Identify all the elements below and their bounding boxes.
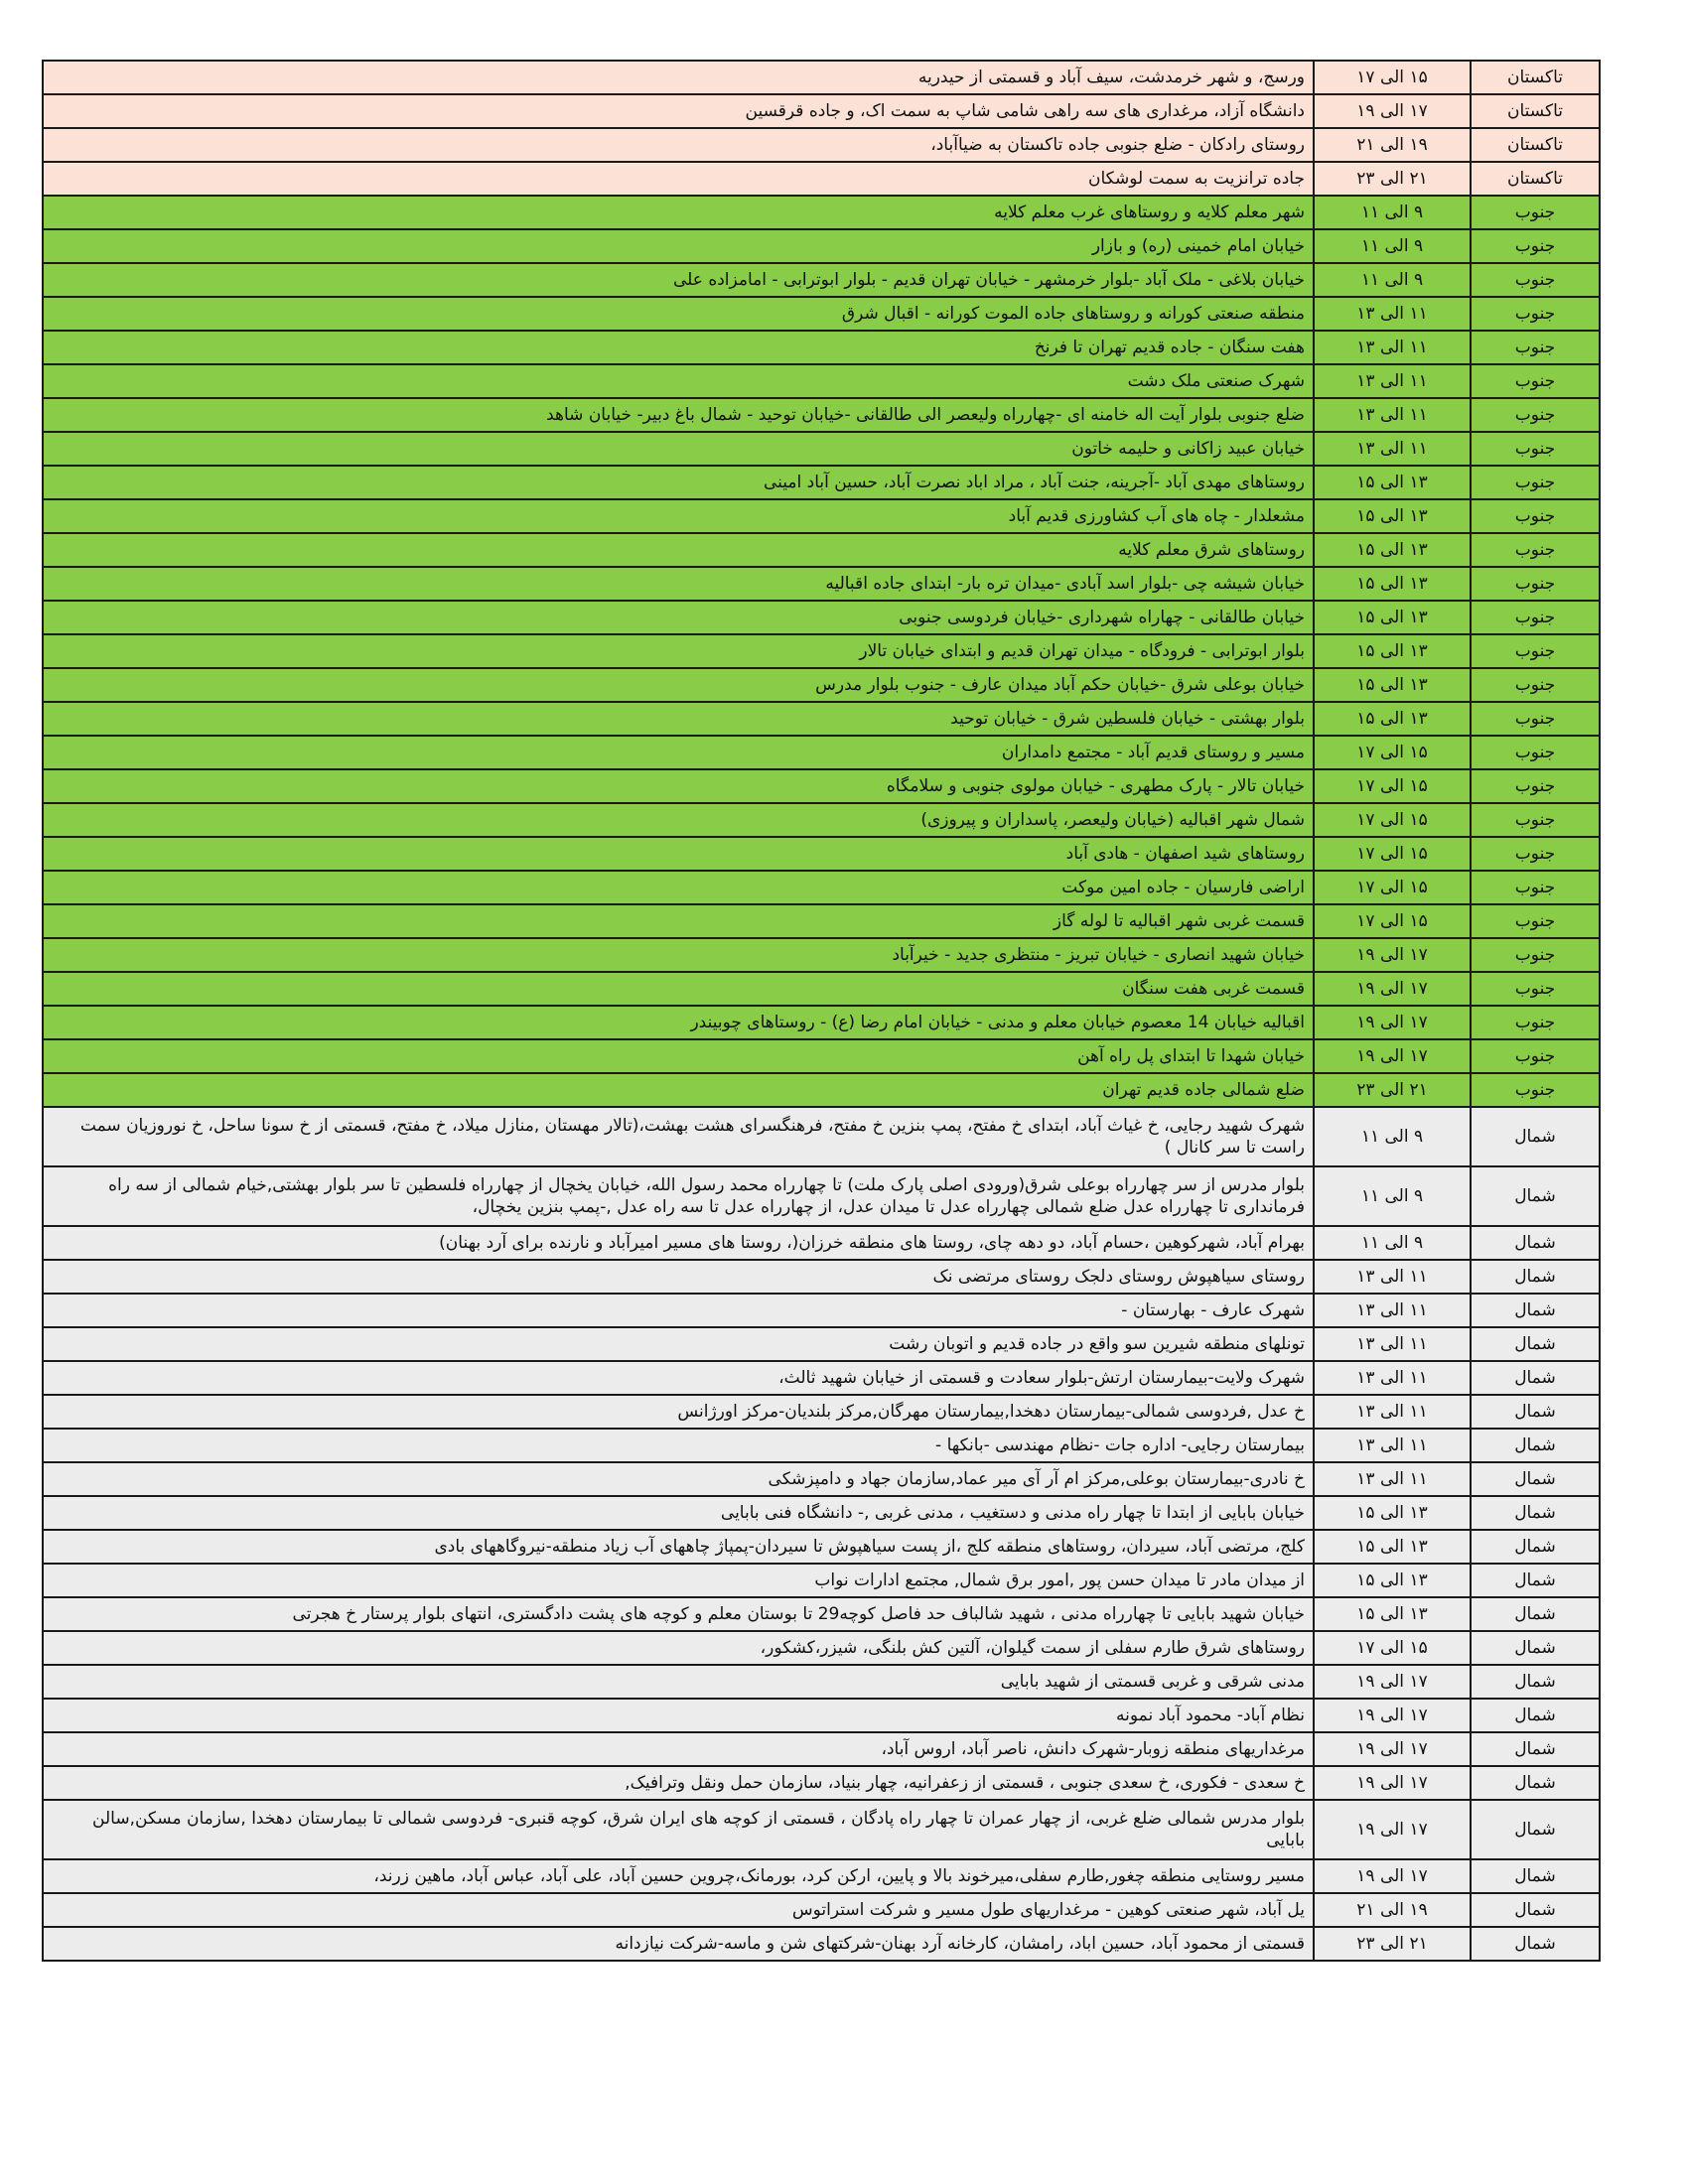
- region-cell: شمال: [1471, 1395, 1600, 1429]
- area-description-cell: مدنی شرقی و غربی قسمتی از شهید بابایی: [43, 1665, 1314, 1699]
- table-row: [43, 1226, 1600, 1260]
- time-range-cell: ۱۱ الی ۱۳: [1314, 1361, 1471, 1395]
- time-range-cell: ۱۱ الی ۱۳: [1314, 297, 1471, 331]
- area-description-cell: شهرک صنعتی ملک دشت: [43, 364, 1314, 398]
- time-range-cell: ۱۱ الی ۱۳: [1314, 1462, 1471, 1496]
- region-cell: جنوب: [1471, 364, 1600, 398]
- table-row: [43, 837, 1600, 871]
- area-description-cell: جاده ترانزیت به سمت لوشکان: [43, 162, 1314, 196]
- time-range-cell: ۱۳ الی ۱۵: [1314, 533, 1471, 567]
- region-cell: جنوب: [1471, 871, 1600, 904]
- region-cell: شمال: [1471, 1699, 1600, 1732]
- time-range-cell: ۱۷ الی ۱۹: [1314, 1039, 1471, 1073]
- area-description-cell: خ سعدی - فکوری، خ سعدی جنوبی ، قسمتی از زعفرانیه، چهار بنیاد، سازمان حمل ونقل وترافیک,: [43, 1766, 1314, 1800]
- area-description-cell: شهرک ولایت-بیمارستان ارتش-بلوار سعادت و قسمتی از خیابان شهید ثالث،: [43, 1361, 1314, 1395]
- time-range-cell: ۱۷ الی ۱۹: [1314, 1766, 1471, 1800]
- area-description-cell: خیابان شهدا تا ابتدای پل راه آهن: [43, 1039, 1314, 1073]
- region-cell: شمال: [1471, 1800, 1600, 1859]
- time-range-cell: ۱۷ الی ۱۹: [1314, 972, 1471, 1006]
- area-description-cell: بلوار مدرس شمالی ضلع غربی، از چهار عمران تا چهار راه پادگان ، قسمتی از کوچه های ایران شرق، کوچه قنبری- فردوسی شمالی تا بیمارستان دهخدا ,سازمان مسکن,سالن بابایی: [43, 1800, 1314, 1859]
- time-range-cell: ۱۱ الی ۱۳: [1314, 432, 1471, 466]
- region-cell: شمال: [1471, 1496, 1600, 1530]
- area-description-cell: خیابان امام خمینی (ره) و بازار: [43, 229, 1314, 263]
- region-cell: جنوب: [1471, 398, 1600, 432]
- table-row: [43, 1800, 1600, 1859]
- area-description-cell: خیابان شهید بابایی تا چهارراه مدنی ، شهید شالباف حد فاصل کوچه29 تا بوستان معلم و کوچه های پشت دادگستری، انتهای بلوار پرستار خ هجرتی: [43, 1597, 1314, 1631]
- area-description-cell: مشعلدار - چاه های آب کشاورزی قدیم آباد: [43, 499, 1314, 533]
- region-cell: تاکستان: [1471, 94, 1600, 128]
- time-range-cell: ۹ الی ۱۱: [1314, 1166, 1471, 1226]
- table-row: [43, 364, 1600, 398]
- region-cell: جنوب: [1471, 466, 1600, 499]
- time-range-cell: ۱۳ الی ۱۵: [1314, 1564, 1471, 1597]
- time-range-cell: ۱۱ الی ۱۳: [1314, 1327, 1471, 1361]
- area-description-cell: روستاهای شید اصفهان - هادی آباد: [43, 837, 1314, 871]
- table-row: [43, 1699, 1600, 1732]
- area-description-cell: خیابان بابایی از ابتدا تا چهار راه مدنی و دستغیب ، مدنی غربی ,- دانشگاه فنی بابایی: [43, 1496, 1314, 1530]
- area-description-cell: نظام آباد- محمود آباد نمونه: [43, 1699, 1314, 1732]
- table-row: [43, 196, 1600, 229]
- region-cell: شمال: [1471, 1732, 1600, 1766]
- table-row: [43, 601, 1600, 634]
- area-description-cell: خیابان طالقانی - چهاراه شهرداری -خیابان فردوسی جنوبی: [43, 601, 1314, 634]
- time-range-cell: ۱۷ الی ۱۹: [1314, 94, 1471, 128]
- region-cell: شمال: [1471, 1597, 1600, 1631]
- area-description-cell: ورسج، و شهر خرمدشت، سیف آباد و قسمتی از حیدریه: [43, 61, 1314, 94]
- area-description-cell: منطقه صنعتی کورانه و روستاهای جاده الموت کورانه - اقبال شرق: [43, 297, 1314, 331]
- table-row: [43, 466, 1600, 499]
- region-cell: تاکستان: [1471, 61, 1600, 94]
- area-description-cell: روستای سیاهپوش روستای دلجک روستای مرتضی نک: [43, 1260, 1314, 1294]
- region-cell: شمال: [1471, 1361, 1600, 1395]
- table-row: [43, 1073, 1600, 1107]
- table-row: [43, 94, 1600, 128]
- region-cell: شمال: [1471, 1665, 1600, 1699]
- time-range-cell: ۲۱ الی ۲۳: [1314, 1927, 1471, 1961]
- time-range-cell: ۱۳ الی ۱۵: [1314, 1597, 1471, 1631]
- area-description-cell: خ عدل ,فردوسی شمالی-بیمارستان دهخدا,بیمارستان مهرگان,مرکز بلندیان-مرکز اورژانس: [43, 1395, 1314, 1429]
- time-range-cell: ۱۵ الی ۱۷: [1314, 61, 1471, 94]
- time-range-cell: ۱۵ الی ۱۷: [1314, 736, 1471, 769]
- time-range-cell: ۹ الی ۱۱: [1314, 229, 1471, 263]
- region-cell: شمال: [1471, 1927, 1600, 1961]
- table-row: [43, 1893, 1600, 1927]
- region-cell: شمال: [1471, 1166, 1600, 1226]
- area-description-cell: بلوار بهشتی - خیابان فلسطین شرق - خیابان توحید: [43, 702, 1314, 736]
- area-description-cell: خیابان عبید زاکانی و حلیمه خاتون: [43, 432, 1314, 466]
- time-range-cell: ۱۳ الی ۱۵: [1314, 1530, 1471, 1564]
- region-cell: جنوب: [1471, 1073, 1600, 1107]
- area-description-cell: یل آباد، شهر صنعتی کوهین - مرغداریهای طول مسیر و شرکت استراتوس: [43, 1893, 1314, 1927]
- time-range-cell: ۱۱ الی ۱۳: [1314, 1294, 1471, 1327]
- time-range-cell: ۹ الی ۱۱: [1314, 263, 1471, 297]
- time-range-cell: ۱۵ الی ۱۷: [1314, 769, 1471, 803]
- table-row: [43, 1927, 1600, 1961]
- region-cell: شمال: [1471, 1564, 1600, 1597]
- area-description-cell: خیابان شیشه چی -بلوار اسد آبادی -میدان تره بار- ابتدای جاده اقبالیه: [43, 567, 1314, 601]
- time-range-cell: ۱۳ الی ۱۵: [1314, 1496, 1471, 1530]
- region-cell: شمال: [1471, 1429, 1600, 1462]
- region-cell: جنوب: [1471, 803, 1600, 837]
- time-range-cell: ۱۵ الی ۱۷: [1314, 904, 1471, 938]
- time-range-cell: ۹ الی ۱۱: [1314, 1107, 1471, 1166]
- time-range-cell: ۱۳ الی ۱۵: [1314, 567, 1471, 601]
- region-cell: جنوب: [1471, 229, 1600, 263]
- region-cell: شمال: [1471, 1859, 1600, 1893]
- table-row: [43, 938, 1600, 972]
- table-row: [43, 1631, 1600, 1665]
- area-description-cell: قسمت غربی شهر اقبالیه تا لوله گاز: [43, 904, 1314, 938]
- table-row: [43, 1732, 1600, 1766]
- time-range-cell: ۹ الی ۱۱: [1314, 196, 1471, 229]
- time-range-cell: ۱۱ الی ۱۳: [1314, 1395, 1471, 1429]
- region-cell: جنوب: [1471, 837, 1600, 871]
- time-range-cell: ۱۱ الی ۱۳: [1314, 331, 1471, 364]
- table-row: [43, 1665, 1600, 1699]
- table-row: [43, 803, 1600, 837]
- region-cell: جنوب: [1471, 499, 1600, 533]
- area-description-cell: شهر معلم کلایه و روستاهای غرب معلم کلایه: [43, 196, 1314, 229]
- time-range-cell: ۱۹ الی ۲۱: [1314, 1893, 1471, 1927]
- table-row: [43, 769, 1600, 803]
- area-description-cell: قسمتی از محمود آباد، حسین اباد، رامشان، کارخانه آرد بهنان-شرکتهای شن و ماسه-شرکت نیازدانه: [43, 1927, 1314, 1961]
- region-cell: شمال: [1471, 1260, 1600, 1294]
- time-range-cell: ۱۳ الی ۱۵: [1314, 702, 1471, 736]
- region-cell: جنوب: [1471, 904, 1600, 938]
- area-description-cell: مرغداریهای منطقه زوبار-شهرک دانش، ناصر آباد، اروس آباد،: [43, 1732, 1314, 1766]
- table-row: [43, 1166, 1600, 1226]
- table-row: [43, 1597, 1600, 1631]
- table-row: [43, 331, 1600, 364]
- area-description-cell: قسمت غربی هفت سنگان: [43, 972, 1314, 1006]
- region-cell: جنوب: [1471, 736, 1600, 769]
- area-description-cell: بلوار مدرس از سر چهارراه بوعلی شرق(ورودی اصلی پارک ملت) تا چهارراه محمد رسول الله، خیابان یخچال از چهارراه فلسطین تا سر بلوار بهشتی,خیام شمالی از سه راه فرمانداری تا چهارراه عدل ضلع شمالی چهارراه عدل تا میدان عدل، از چهارراه عدل تا سه راه عدل ,-پمپ بنزین یخچال،: [43, 1166, 1314, 1226]
- time-range-cell: ۱۷ الی ۱۹: [1314, 1732, 1471, 1766]
- time-range-cell: ۹ الی ۱۱: [1314, 1226, 1471, 1260]
- area-description-cell: تونلهای منطقه شیرین سو واقع در جاده قدیم و اتوبان رشت: [43, 1327, 1314, 1361]
- table-row: [43, 61, 1600, 94]
- region-cell: جنوب: [1471, 1039, 1600, 1073]
- region-cell: جنوب: [1471, 938, 1600, 972]
- area-description-cell: اقبالیه خیابان 14 معصوم خیابان معلم و مدنی - خیابان امام رضا (ع) - روستاهای چوبیندر: [43, 1006, 1314, 1039]
- table-row: [43, 263, 1600, 297]
- time-range-cell: ۱۱ الی ۱۳: [1314, 398, 1471, 432]
- area-description-cell: خیابان بوعلی شرق -خیابان حکم آباد میدان عارف - جنوب بلوار مدرس: [43, 668, 1314, 702]
- time-range-cell: ۲۱ الی ۲۳: [1314, 162, 1471, 196]
- table-row: [43, 1496, 1600, 1530]
- table-row: [43, 297, 1600, 331]
- table-row: [43, 1429, 1600, 1462]
- table-row: [43, 533, 1600, 567]
- area-description-cell: خیابان شهید انصاری - خیابان تبریز - منتظری جدید - خیرآباد: [43, 938, 1314, 972]
- area-description-cell: اراضی فارسیان - جاده امین موکت: [43, 871, 1314, 904]
- table-row: [43, 1859, 1600, 1893]
- table-row: [43, 1564, 1600, 1597]
- table-row: [43, 1462, 1600, 1496]
- time-range-cell: ۱۵ الی ۱۷: [1314, 803, 1471, 837]
- area-description-cell: شهرک شهید رجایی، خ غیاث آباد، ابتدای خ مفتح، پمپ بنزین خ مفتح، فرهنگسرای هشت بهشت،(تالار مهستان ,منازل میلاد، خ مفتح، قسمتی از خ سونا ساحل، خ نوروزیان سمت راست تا سر کانال ): [43, 1107, 1314, 1166]
- region-cell: جنوب: [1471, 196, 1600, 229]
- table-row: [43, 162, 1600, 196]
- time-range-cell: ۱۳ الی ۱۵: [1314, 668, 1471, 702]
- area-description-cell: خیابان بلاغی - ملک آباد -بلوار خرمشهر - خیابان تهران قدیم - بلوار ابوترابی - امامزاده علی: [43, 263, 1314, 297]
- region-cell: شمال: [1471, 1462, 1600, 1496]
- area-description-cell: بیمارستان رجایی- اداره جات -نظام مهندسی -بانکها -: [43, 1429, 1314, 1462]
- area-description-cell: روستاهای شرق معلم کلایه: [43, 533, 1314, 567]
- area-description-cell: کلج، مرتضی آباد، سیردان، روستاهای منطقه کلج ،از پست سیاهپوش تا سیردان-پمپاژ چاههای آب زیاد منطقه-نیروگاههای بادی: [43, 1530, 1314, 1564]
- time-range-cell: ۲۱ الی ۲۳: [1314, 1073, 1471, 1107]
- time-range-cell: ۱۷ الی ۱۹: [1314, 1859, 1471, 1893]
- table-row: [43, 1039, 1600, 1073]
- time-range-cell: ۱۹ الی ۲۱: [1314, 128, 1471, 162]
- table-row: [43, 972, 1600, 1006]
- region-cell: جنوب: [1471, 769, 1600, 803]
- time-range-cell: ۱۳ الی ۱۵: [1314, 634, 1471, 668]
- area-description-cell: روستاهای شرق طارم سفلی از سمت گیلوان، آلتین کش بلنگی، شیزر،کشکور،: [43, 1631, 1314, 1665]
- time-range-cell: ۱۵ الی ۱۷: [1314, 837, 1471, 871]
- table-row: [43, 1294, 1600, 1327]
- region-cell: تاکستان: [1471, 162, 1600, 196]
- time-range-cell: ۱۱ الی ۱۳: [1314, 1429, 1471, 1462]
- time-range-cell: ۱۳ الی ۱۵: [1314, 466, 1471, 499]
- table-row: [43, 229, 1600, 263]
- region-cell: شمال: [1471, 1631, 1600, 1665]
- area-description-cell: شمال شهر اقبالیه (خیابان ولیعصر، پاسداران و پیروزی): [43, 803, 1314, 837]
- table-row: [43, 1766, 1600, 1800]
- area-description-cell: خ نادری-بیمارستان بوعلی,مرکز ام آر آی میر عماد,سازمان جهاد و دامپزشکی: [43, 1462, 1314, 1496]
- time-range-cell: ۱۷ الی ۱۹: [1314, 1699, 1471, 1732]
- area-description-cell: از میدان مادر تا میدان حسن پور ,امور برق شمال, مجتمع ادارات نواب: [43, 1564, 1314, 1597]
- table-row: [43, 736, 1600, 769]
- table-row: [43, 398, 1600, 432]
- region-cell: جنوب: [1471, 297, 1600, 331]
- table-row: [43, 904, 1600, 938]
- region-cell: شمال: [1471, 1107, 1600, 1166]
- area-description-cell: مسیر روستایی منطقه چغور,طارم سفلی،میرخوند بالا و پایین، ارکن کرد، بورمانک،چروین حسین آباد، علی آباد، عباس آباد، ماهین زرند،: [43, 1859, 1314, 1893]
- region-cell: جنوب: [1471, 972, 1600, 1006]
- region-cell: جنوب: [1471, 634, 1600, 668]
- table-row: [43, 499, 1600, 533]
- region-cell: جنوب: [1471, 567, 1600, 601]
- table-row: [43, 1260, 1600, 1294]
- area-description-cell: شهرک عارف - بهارستان -: [43, 1294, 1314, 1327]
- region-cell: شمال: [1471, 1327, 1600, 1361]
- table-row: [43, 702, 1600, 736]
- region-cell: جنوب: [1471, 533, 1600, 567]
- time-range-cell: ۱۵ الی ۱۷: [1314, 871, 1471, 904]
- region-cell: شمال: [1471, 1530, 1600, 1564]
- area-description-cell: ضلع جنوبی بلوار آیت اله خامنه ای -چهارراه ولیعصر الی طالقانی -خیابان توحید - شمال باغ دبیر- خیابان شاهد: [43, 398, 1314, 432]
- time-range-cell: ۱۷ الی ۱۹: [1314, 1665, 1471, 1699]
- table-row: [43, 567, 1600, 601]
- region-cell: جنوب: [1471, 263, 1600, 297]
- time-range-cell: ۱۷ الی ۱۹: [1314, 1006, 1471, 1039]
- time-range-cell: ۱۳ الی ۱۵: [1314, 601, 1471, 634]
- region-cell: جنوب: [1471, 1006, 1600, 1039]
- time-range-cell: ۱۷ الی ۱۹: [1314, 938, 1471, 972]
- time-range-cell: ۱۵ الی ۱۷: [1314, 1631, 1471, 1665]
- region-cell: شمال: [1471, 1294, 1600, 1327]
- table-row: [43, 1395, 1600, 1429]
- area-description-cell: بهرام آباد، شهرکوهین ،حسام آباد، دو دهه چای، روستا های منطقه خرزان(، روستا های مسیر امیرآباد و نارنده برای آرد بهنان): [43, 1226, 1314, 1260]
- table-row: [43, 668, 1600, 702]
- table-row: [43, 1327, 1600, 1361]
- outage-schedule-sheet: [42, 60, 1601, 1962]
- area-description-cell: روستای رادکان - ضلع جنوبی جاده تاکستان به ضیاآباد،: [43, 128, 1314, 162]
- time-range-cell: ۱۱ الی ۱۳: [1314, 364, 1471, 398]
- region-cell: جنوب: [1471, 331, 1600, 364]
- region-cell: تاکستان: [1471, 128, 1600, 162]
- region-cell: شمال: [1471, 1893, 1600, 1927]
- table-row: [43, 1530, 1600, 1564]
- area-description-cell: خیابان تالار - پارک مطهری - خیابان مولوی جنوبی و سلامگاه: [43, 769, 1314, 803]
- time-range-cell: ۱۳ الی ۱۵: [1314, 499, 1471, 533]
- table-row: [43, 432, 1600, 466]
- area-description-cell: دانشگاه آزاد، مرغداری های سه راهی شامی شاپ به سمت اک، و جاده قرقسین: [43, 94, 1314, 128]
- area-description-cell: هفت سنگان - جاده قدیم تهران تا فرنخ: [43, 331, 1314, 364]
- time-range-cell: ۱۱ الی ۱۳: [1314, 1260, 1471, 1294]
- region-cell: جنوب: [1471, 702, 1600, 736]
- table-row: [43, 1107, 1600, 1166]
- area-description-cell: روستاهای مهدی آباد -آجرینه، جنت آباد ، مراد اباد نصرت آباد، حسین آباد امینی: [43, 466, 1314, 499]
- area-description-cell: بلوار ابوترابی - فرودگاه - میدان تهران قدیم و ابتدای خیابان تالار: [43, 634, 1314, 668]
- area-description-cell: ضلع شمالی جاده قدیم تهران: [43, 1073, 1314, 1107]
- region-cell: جنوب: [1471, 432, 1600, 466]
- time-range-cell: ۱۷ الی ۱۹: [1314, 1800, 1471, 1859]
- region-cell: شمال: [1471, 1766, 1600, 1800]
- table-row: [43, 634, 1600, 668]
- region-cell: شمال: [1471, 1226, 1600, 1260]
- outage-schedule-table: [42, 60, 1601, 1962]
- area-description-cell: مسیر و روستای قدیم آباد - مجتمع دامداران: [43, 736, 1314, 769]
- table-row: [43, 1006, 1600, 1039]
- region-cell: جنوب: [1471, 601, 1600, 634]
- table-row: [43, 128, 1600, 162]
- table-body: [43, 61, 1600, 1961]
- table-row: [43, 871, 1600, 904]
- table-row: [43, 1361, 1600, 1395]
- region-cell: جنوب: [1471, 668, 1600, 702]
